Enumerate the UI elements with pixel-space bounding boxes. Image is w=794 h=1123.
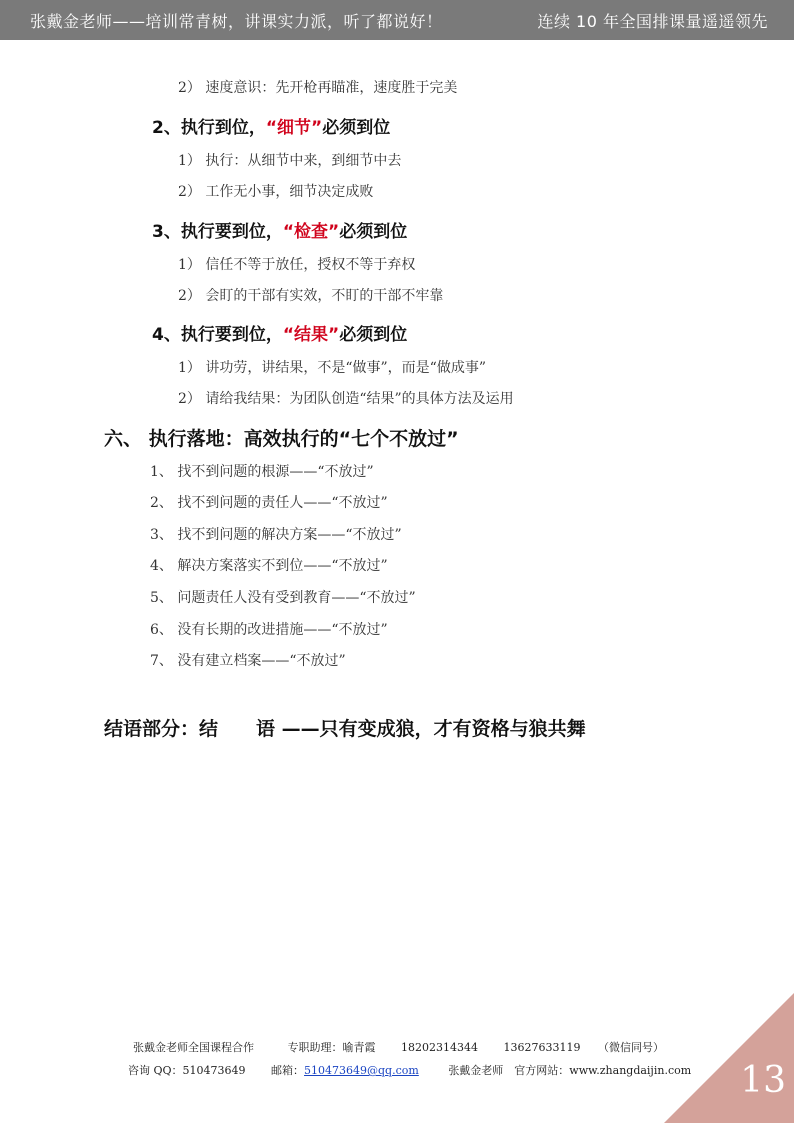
list-item: 7、 没有建立档案——“不放过”	[150, 653, 346, 669]
section-heading: 3、执行要到位，“检查”必须到位	[152, 222, 408, 242]
footer-contact-line	[133, 1039, 664, 1055]
footer-email-link[interactable]: 510473649@qq.com	[304, 1064, 419, 1077]
list-item: 6、 没有长期的改进措施——“不放过”	[150, 622, 388, 638]
footer-web-line	[128, 1062, 691, 1078]
list-item: 1、 找不到问题的根源——“不放过”	[150, 464, 374, 480]
part-title: 六、 执行落地：高效执行的“七个不放过”	[104, 428, 459, 450]
header-tagline: 连续 10 年全国排课量遥遥领先	[537, 11, 768, 31]
list-item: 2） 工作无小事，细节决定成败	[178, 184, 374, 200]
footer-assistant: 专职助理：喻青霞	[287, 1041, 376, 1054]
list-item: 5、 问题责任人没有受到教育——“不放过”	[150, 590, 416, 606]
list-item: 1） 执行：从细节中来，到细节中去	[178, 153, 402, 169]
page-corner-decoration	[664, 993, 794, 1123]
footer-phone-2: 13627633119	[503, 1041, 581, 1054]
list-item: 2） 速度意识：先开枪再瞄准，速度胜于完美	[178, 80, 458, 96]
footer-partner: 张戴金老师全国课程合作	[133, 1041, 254, 1054]
list-item: 1） 信任不等于放任，授权不等于弃权	[178, 257, 416, 273]
list-item: 1） 讲功劳，讲结果，不是“做事”，而是“做成事”	[178, 360, 486, 376]
header-slogan: 张戴金老师——培训常青树，讲课实力派，听了都说好！	[30, 11, 443, 31]
footer-qq: 咨询 QQ：510473649	[128, 1064, 246, 1077]
header-banner	[0, 0, 794, 40]
conclusion-heading: 结语部分：结 语 ——只有变成狼，才有资格与狼共舞	[104, 718, 586, 740]
page-number: 13	[740, 1060, 786, 1101]
section-heading: 2、执行到位，“细节”必须到位	[152, 118, 391, 138]
section-heading: 4、执行要到位，“结果”必须到位	[152, 325, 408, 345]
footer-wechat-note: （微信同号）	[597, 1041, 664, 1054]
list-item: 2） 请给我结果：为团队创造“结果”的具体方法及运用	[178, 391, 514, 407]
list-item: 3、 找不到问题的解决方案——“不放过”	[150, 527, 402, 543]
list-item: 4、 解决方案落实不到位——“不放过”	[150, 558, 388, 574]
footer-phone-1: 18202314344	[401, 1041, 478, 1054]
list-item: 2、 找不到问题的责任人——“不放过”	[150, 495, 388, 511]
footer-website: 张戴金老师 官方网站：www.zhangdaijin.com	[448, 1064, 692, 1077]
list-item: 2） 会盯的干部有实效，不盯的干部不牢靠	[178, 288, 444, 304]
footer-email-label: 邮箱：	[271, 1064, 305, 1077]
